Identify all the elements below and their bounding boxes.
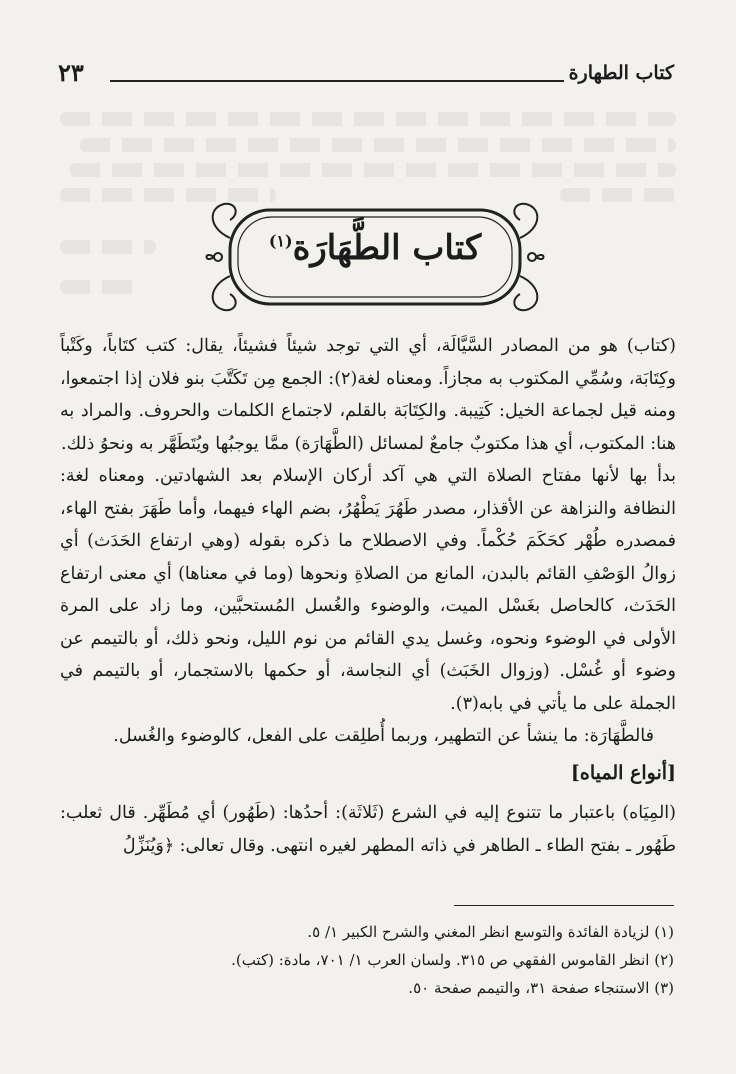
bleed-through-line xyxy=(560,188,676,202)
bleed-through-line xyxy=(60,112,676,126)
section-heading: [أنواع المياه] xyxy=(570,761,676,784)
chapter-title-frame xyxy=(200,198,550,316)
paragraph: (كتاب) هو من المصادر السَّيَّالَة، أي التي توجد شيئاً فشيئاً، يقال: كتب كتَاباً، وكَتْباً وكِتَابَة، وسُمِّي المكتوب به مجازاً. ومعناه لغة(٢): الجمع مِن تَكَتَّبَ بنو فلان إذا اجتمعوا، ومنه قيل لجماعة الخيل: كَتِيبة. والكِتَابَة بالقلم، لاجتماع الكلمات والحروف. والمراد به هنا: المكتوب، أي هذا مكتوبٌ جامعٌ لمسائل (الطَّهَارَة) ممَّا يوجبُها ويُتَطَهَّر به ونحوُ ذلك. xyxy=(60,336,676,454)
page-number: ٢٣ xyxy=(58,58,84,87)
paragraph: بدأ بها لأنها مفتاح الصلاة التي هي آكد أركان الإسلام بعد الشهادتين. ومعناه لغة: النظافة والنزاهة عن الأقذار، مصدر طَهُرَ يَطْهُرُ، بضم الهاء فيهما، وأما طَهَرَ بفتح الهاء، فمصدره طُهْر كحَكَمَ حُكْماً. وفي الاصطلاح ما ذكره بقوله (وهي ارتفاع الحَدَث) أي زوالُ الوَصْفِ القائم بالبدن، المانع من الصلاةِ ونحوها (وما في معناها) أي معنى ارتفاع الحَدَث، كالحاصل بغَسْل الميت، والوضوء والغُسل المُستحبَّين، وما زاد على المرة الأولى في الوضوء ونحوه، وغسل يدي القائم من نوم الليل، ونحو ذلك، أو بالتيمم عن وضوء أو غُسْل. (وزوال الخَبَث) أي النجاسة، أو حكمها بالاستجمار، أو بالتيمم في الجملة على ما يأتي في بابه(٣). xyxy=(60,466,676,714)
chapter-footnote-mark: (١) xyxy=(268,231,293,251)
main-text xyxy=(60,330,676,862)
footnote: (٣) الاستنجاء صفحة ٣١، والتيمم صفحة ٥٠. xyxy=(408,979,674,997)
chapter-title xyxy=(200,228,550,268)
bleed-through-line xyxy=(60,240,156,254)
footnote: (٢) انظر القاموس الفقهي ص ٣١٥. ولسان العرب ١/ ٧٠١، مادة: (كتب). xyxy=(231,951,674,969)
chapter-title-text: كتاب الطَّهَارَة xyxy=(292,228,482,268)
footnote: (١) لزيادة الفائدة والتوسع انظر المغني والشرح الكبير ١/ ٥. xyxy=(307,923,674,941)
running-title: كتاب الطهارة xyxy=(568,62,674,84)
paragraph: فالطَّهَارَة: ما ينشأ عن التطهير، وربما أُطلِقت على الفعل، كالوضوء والغُسل. xyxy=(113,726,654,746)
paragraph: (المِيَاه) باعتبار ما تتنوع إليه في الشرع (ثَلاثَة): أحدُها: (طَهُور) أي مُطَهِّر. قال ثعلب: طَهُور ـ بفتح الطاء ـ الطاهر في ذاته المطهر لغيره انتهى. وقال تعالى: ﴿وَيُنَزِّلُ xyxy=(60,803,676,856)
footnote-rule xyxy=(454,905,674,906)
bleed-through-line xyxy=(60,280,136,294)
header-rule xyxy=(110,80,564,82)
bleed-through-line xyxy=(70,163,676,177)
bleed-through-line xyxy=(80,138,676,152)
page-header xyxy=(58,58,674,88)
footnotes xyxy=(60,918,674,1002)
